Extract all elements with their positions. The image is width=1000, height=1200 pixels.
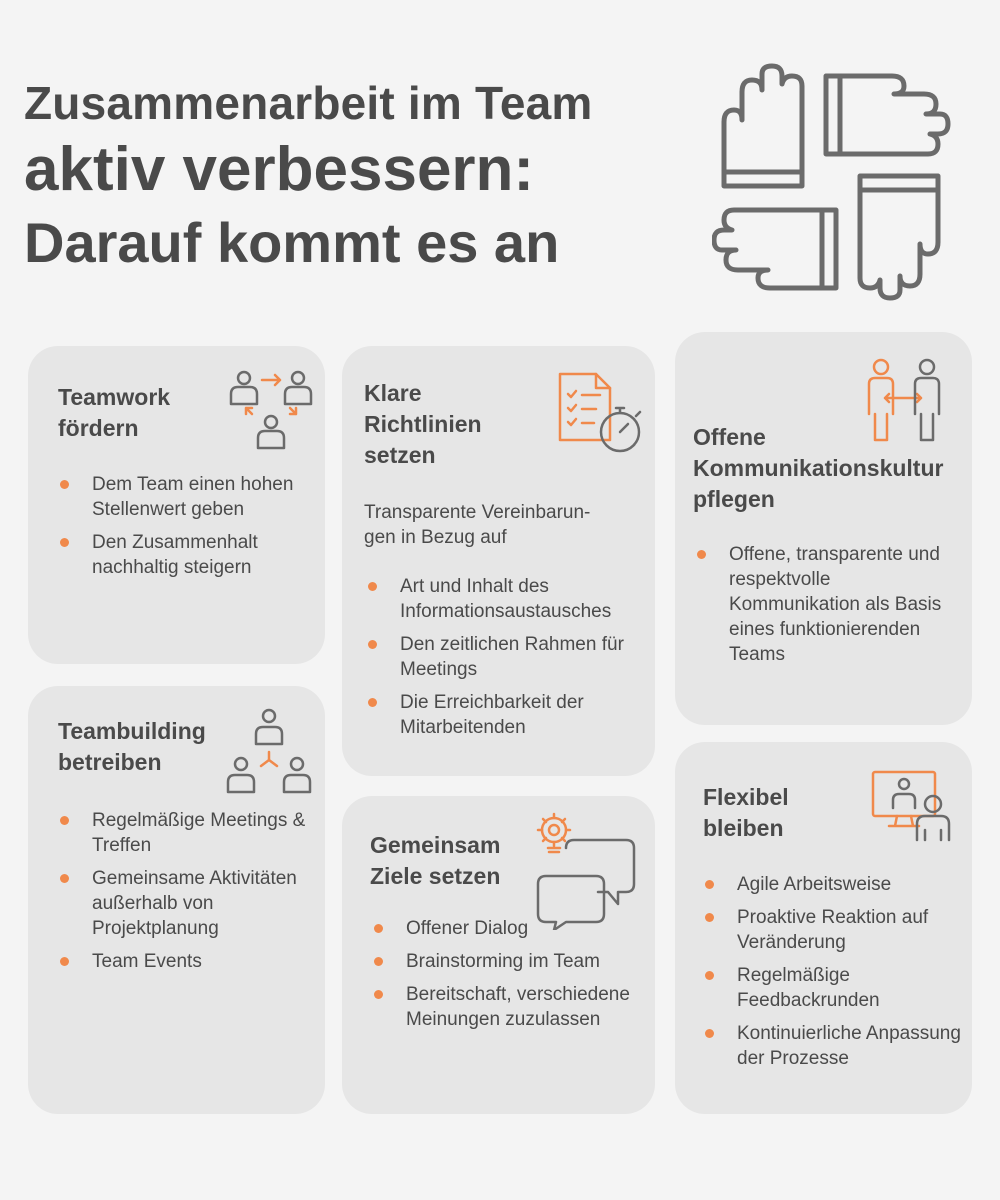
bullet-list — [368, 574, 650, 748]
title-line-1: Zusammenarbeit im Team — [24, 77, 593, 129]
card-ziele — [342, 796, 655, 1114]
team-cycle-icon — [228, 370, 316, 456]
card-flexibel — [675, 742, 972, 1114]
bullet-dot — [60, 480, 69, 489]
bullet-dot — [374, 924, 383, 933]
bullet-dot — [368, 698, 377, 707]
list-item: Regelmäßige Feedbackrunden — [705, 963, 965, 1013]
video-call-icon — [869, 768, 953, 844]
bullet-list — [374, 916, 646, 1040]
list-item: Bereitschaft, verschiedene Meinungen zuzulassen — [374, 982, 646, 1032]
card-teamwork — [28, 346, 325, 664]
bullet-dot — [368, 640, 377, 649]
list-item: Proaktive Reaktion auf Veränderung — [705, 905, 965, 955]
bullet-dot — [368, 582, 377, 591]
bullet-dot — [705, 971, 714, 980]
list-item: Den zeitlichen Rahmen für Meetings — [368, 632, 650, 682]
list-item: Offene, transparente und respektvolle Kommunikation als Basis eines funktionierenden Teams — [697, 542, 957, 667]
checklist-stopwatch-icon — [556, 370, 646, 458]
list-item: Die Erreichbarkeit der Mitarbeitenden — [368, 690, 650, 740]
bullet-dot — [60, 816, 69, 825]
list-item: Agile Arbeitsweise — [705, 872, 965, 897]
card-title: Teambuilding betreiben — [58, 718, 206, 775]
card-title: Offene Kommunikationskultur pflegen — [693, 424, 944, 512]
bullet-list — [60, 808, 322, 982]
bullet-dot — [60, 874, 69, 883]
bullet-dot — [60, 538, 69, 547]
list-item: Dem Team einen hohen Stellenwert geben — [60, 472, 310, 522]
team-group-icon — [224, 708, 314, 798]
bullet-dot — [374, 990, 383, 999]
bullet-dot — [697, 550, 706, 559]
hands-circle-icon — [712, 62, 952, 302]
bullet-list — [705, 872, 965, 1079]
bullet-dot — [60, 957, 69, 966]
bullet-list — [60, 472, 310, 588]
card-intro: Transparente Vereinbarun- gen in Bezug auf — [364, 502, 591, 548]
bullet-dot — [374, 957, 383, 966]
list-item: Offener Dialog — [374, 916, 646, 941]
list-item: Art und Inhalt des Informationsaustausches — [368, 574, 650, 624]
title-line-3: Darauf kommt es an — [24, 211, 560, 274]
card-kommunikation — [675, 332, 972, 725]
list-item: Gemeinsame Aktivitäten außerhalb von Projektplanung — [60, 866, 322, 941]
card-title: Flexibel bleiben — [703, 784, 789, 841]
list-item: Regelmäßige Meetings & Treffen — [60, 808, 322, 858]
bullet-dot — [705, 1029, 714, 1038]
bullet-dot — [705, 913, 714, 922]
bullet-list — [697, 542, 957, 675]
list-item: Team Events — [60, 949, 322, 974]
card-title: Teamwork fördern — [58, 384, 171, 441]
page-title — [24, 72, 664, 280]
title-line-2: aktiv verbessern: — [24, 135, 535, 204]
card-title: Gemeinsam Ziele setzen — [370, 832, 501, 889]
list-item: Kontinuierliche Anpassung der Prozesse — [705, 1021, 965, 1071]
list-item: Den Zusammenhalt nachhaltig steigern — [60, 530, 310, 580]
idea-chat-icon — [534, 812, 638, 930]
card-teambuilding — [28, 686, 325, 1114]
list-item: Brainstorming im Team — [374, 949, 646, 974]
bullet-dot — [705, 880, 714, 889]
card-title: Klare Richtlinien setzen — [364, 380, 482, 468]
card-richtlinien — [342, 346, 655, 776]
